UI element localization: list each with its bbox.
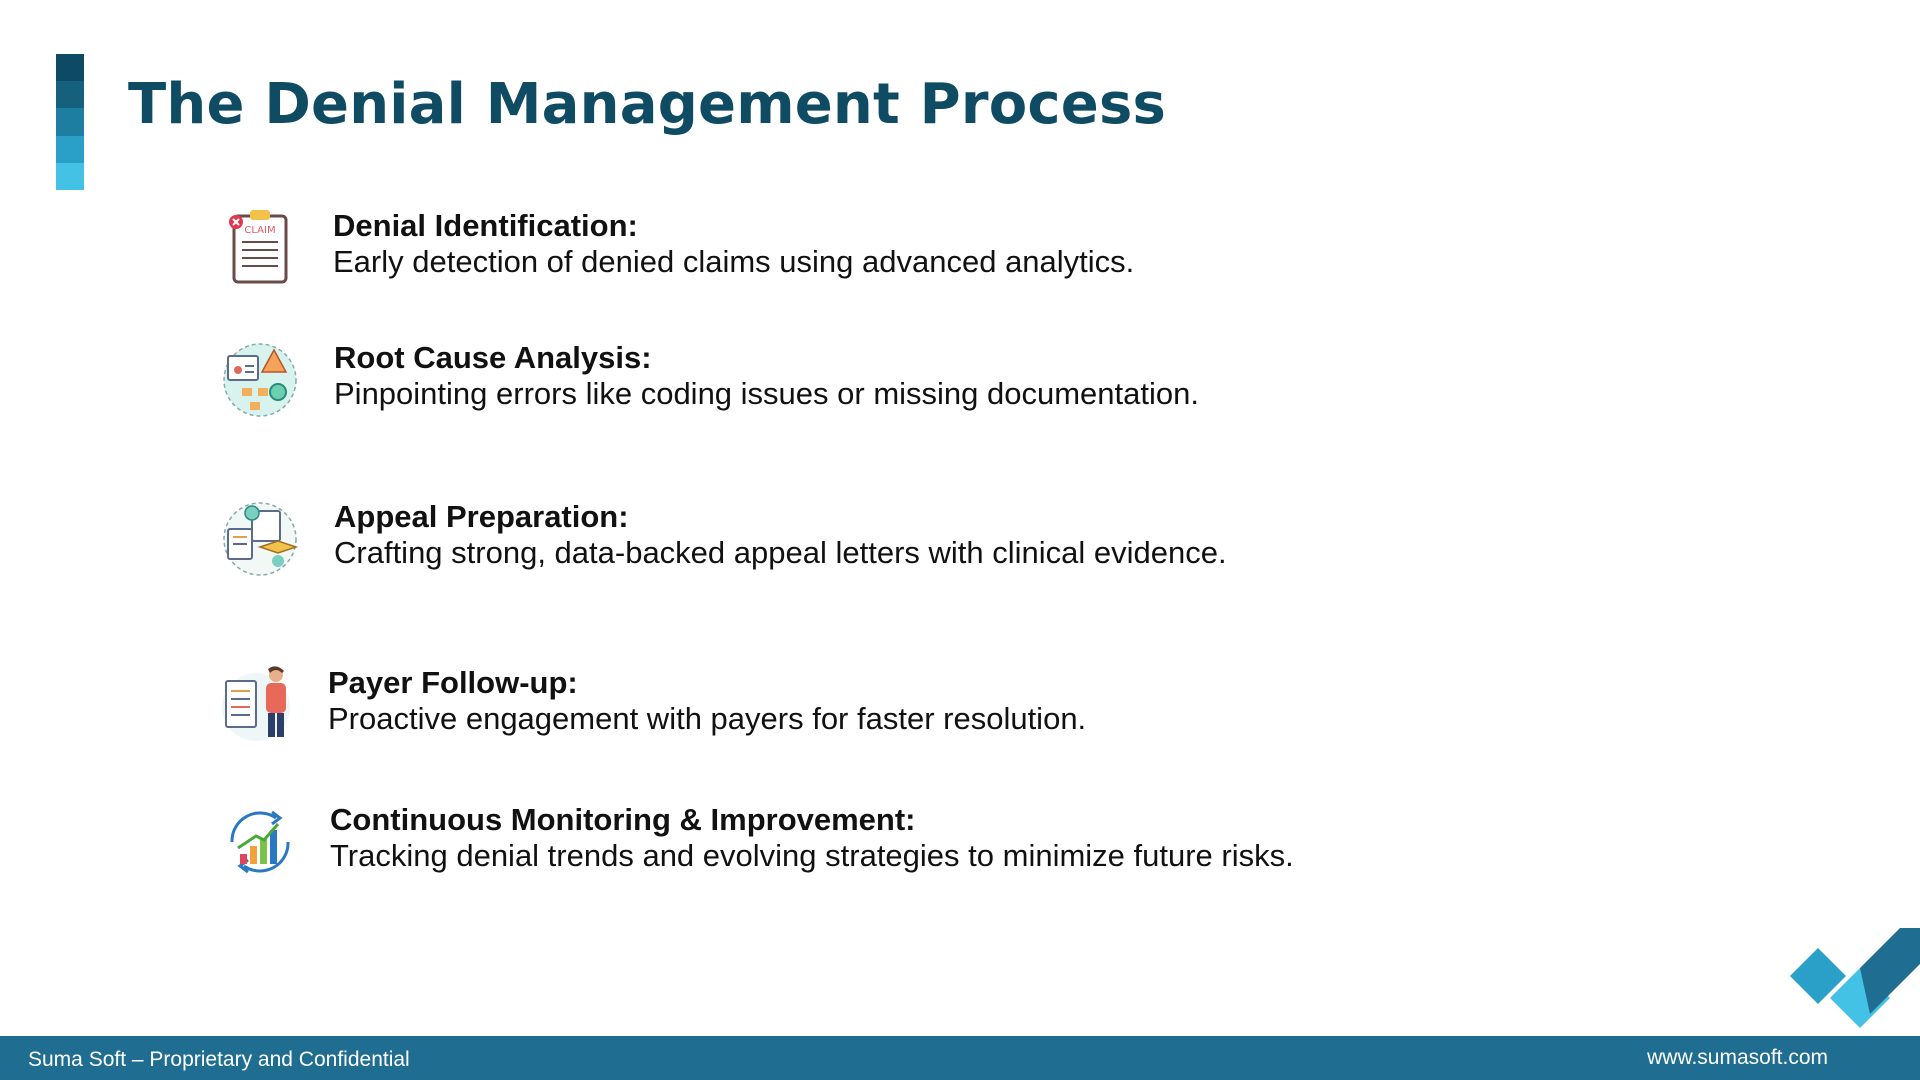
item-description: Crafting strong, data-backed appeal letters with clinical evidence. — [334, 535, 1227, 570]
item-title: Continuous Monitoring & Improvement: — [330, 802, 916, 837]
appeal-documents-icon — [220, 499, 300, 579]
item-text — [328, 665, 1086, 737]
list-item — [0, 665, 1500, 755]
claim-clipboard-icon — [220, 208, 300, 288]
accent-segment — [56, 54, 84, 81]
footer-bar — [0, 1036, 1920, 1080]
payer-person-icon — [220, 665, 300, 745]
item-text — [333, 208, 1134, 280]
claim-label: CLAIM — [244, 225, 276, 236]
accent-segment — [56, 81, 84, 108]
item-description: Early detection of denied claims using advanced analytics. — [333, 244, 1135, 279]
accent-segment — [56, 108, 84, 135]
list-item — [0, 499, 1500, 589]
item-description: Tracking denial trends and evolving strategies to minimize future risks. — [330, 838, 1294, 873]
item-title: Payer Follow-up: — [328, 665, 578, 700]
item-description: Proactive engagement with payers for faster resolution. — [328, 701, 1087, 736]
footer-confidential-text: Suma Soft – Proprietary and Confidential — [28, 1048, 410, 1071]
footer-website-link[interactable]: www.sumasoft.com — [1647, 1046, 1828, 1069]
list-item — [0, 802, 1500, 892]
analysis-flowchart-icon — [220, 340, 300, 420]
item-text — [330, 802, 1294, 874]
item-title: Root Cause Analysis: — [334, 340, 652, 375]
list-item — [0, 340, 1500, 430]
accent-segment — [56, 136, 84, 163]
item-text — [334, 499, 1227, 571]
corner-logo-mark — [1790, 928, 1920, 1038]
item-title: Denial Identification: — [333, 208, 638, 243]
growth-chart-icon — [220, 802, 300, 882]
accent-bar — [56, 54, 84, 190]
item-text — [334, 340, 1199, 412]
item-title: Appeal Preparation: — [334, 499, 629, 534]
item-description: Pinpointing errors like coding issues or missing documentation. — [334, 376, 1199, 411]
page-title: The Denial Management Process — [128, 72, 1167, 137]
list-item — [0, 208, 1500, 298]
accent-segment — [56, 163, 84, 190]
